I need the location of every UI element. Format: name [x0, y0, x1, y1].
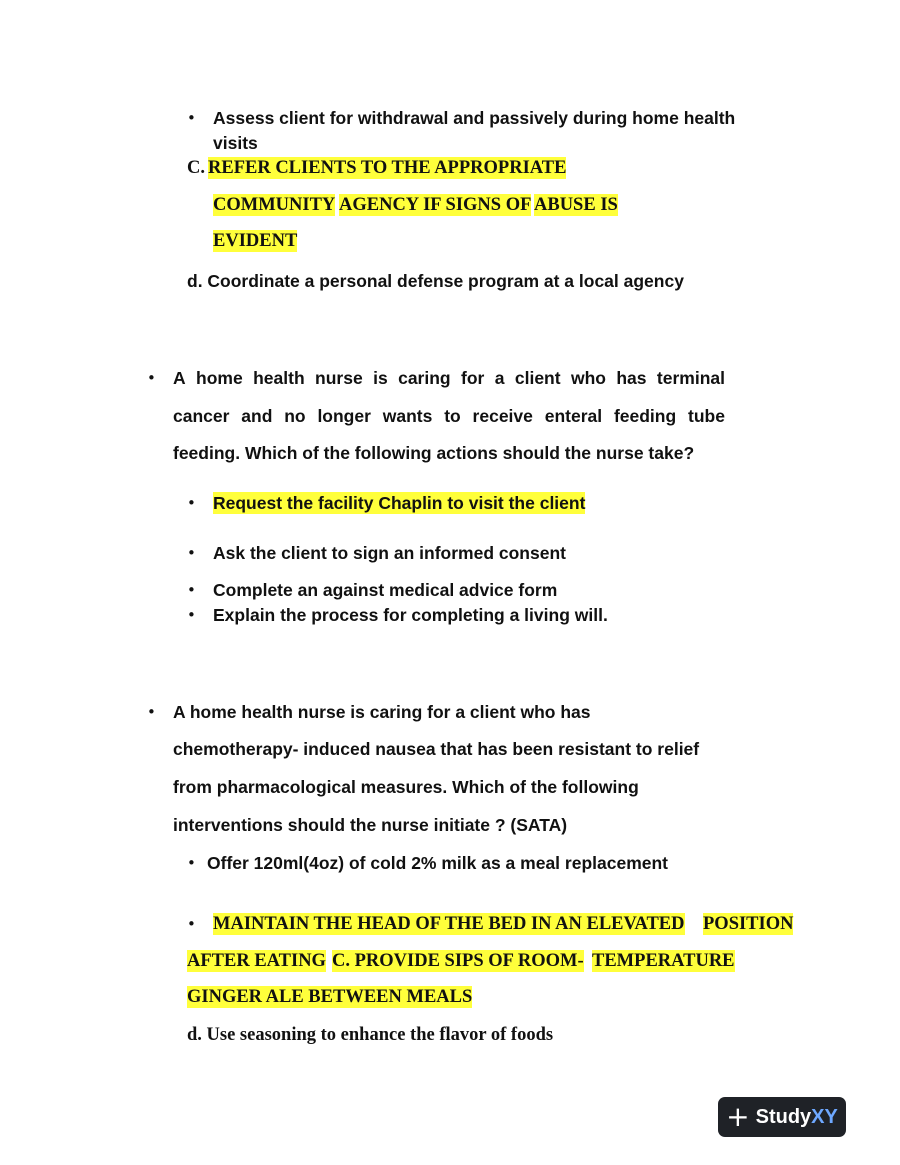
- highlighted-answer: C. PROVIDE SIPS OF ROOM-: [332, 951, 584, 971]
- stem-word: a: [494, 368, 505, 388]
- bullet-icon: •: [187, 915, 196, 933]
- question-stem-line: [173, 367, 725, 389]
- highlighted-answer: ABUSE IS: [534, 195, 618, 215]
- stem-word: is: [373, 368, 388, 388]
- option-text: Offer 120ml(4oz) of cold 2% milk as a meal replacement: [207, 853, 669, 873]
- stem-word: who: [570, 368, 606, 388]
- bullet-icon: •: [147, 703, 156, 721]
- stem-word: caring: [398, 368, 451, 388]
- stem-word: to: [444, 406, 461, 426]
- studyxy-logo[interactable]: [718, 1097, 846, 1137]
- stem-word: cancer: [173, 406, 230, 426]
- bullet-icon: •: [187, 606, 196, 624]
- question-stem-line: feeding. Which of the following actions should the nurse take?: [173, 443, 695, 463]
- highlighted-answer: EVIDENT: [213, 231, 298, 251]
- logo-text-xy: XY: [811, 1105, 838, 1128]
- plus-icon: +: [726, 1100, 750, 1133]
- stem-word: client: [514, 368, 561, 388]
- stem-word: and: [241, 406, 273, 426]
- bullet-icon: •: [187, 109, 196, 127]
- question-stem-line: interventions should the nurse initiate ? (SATA): [173, 815, 568, 835]
- stem-word: longer: [317, 406, 371, 426]
- stem-word: terminal: [656, 368, 725, 388]
- option-text: d. Use seasoning to enhance the flavor of foods: [187, 1025, 554, 1045]
- stem-word: receive: [472, 406, 533, 426]
- highlighted-answer: POSITION: [703, 914, 794, 934]
- stem-word: enteral: [544, 406, 603, 426]
- highlighted-answer: GINGER ALE BETWEEN MEALS: [187, 987, 473, 1007]
- stem-word: A: [173, 368, 186, 388]
- highlighted-answer: AFTER EATING: [187, 951, 326, 971]
- question-stem-line: [173, 405, 725, 427]
- bullet-icon: •: [187, 581, 196, 599]
- stem-word: nurse: [315, 368, 363, 388]
- bullet-icon: •: [187, 854, 196, 872]
- logo-text: [756, 1106, 838, 1129]
- stem-word: for: [461, 368, 485, 388]
- option-text: Complete an against medical advice form: [213, 580, 558, 600]
- highlighted-answer: COMMUNITY: [213, 195, 336, 215]
- option-text: Ask the client to sign an informed consent: [213, 543, 566, 563]
- stem-word: tube: [688, 406, 725, 426]
- stem-word: wants: [382, 406, 433, 426]
- stem-word: home: [196, 368, 243, 388]
- option-text: Explain the process for completing a living will.: [213, 605, 608, 625]
- stem-word: health: [253, 368, 305, 388]
- logo-text-study: Study: [755, 1105, 812, 1128]
- highlighted-answer: TEMPERATURE: [592, 951, 735, 971]
- highlighted-answer: MAINTAIN THE HEAD OF THE BED IN AN ELEVATED: [213, 914, 685, 934]
- question-stem-line: A home health nurse is caring for a client who has: [173, 702, 591, 722]
- highlighted-answer: Request the facility Chaplin to visit the client: [213, 493, 586, 513]
- option-text: Assess client for withdrawal and passively during home health: [213, 108, 736, 128]
- stem-word: feeding: [613, 406, 677, 426]
- highlighted-answer: AGENCY IF SIGNS OF: [339, 195, 532, 215]
- bullet-icon: •: [187, 494, 196, 512]
- question-stem-line: chemotherapy- induced nausea that has been resistant to relief: [173, 739, 700, 759]
- option-text-continued: visits: [213, 133, 258, 153]
- bullet-icon: •: [147, 369, 156, 387]
- bullet-icon: •: [187, 544, 196, 562]
- option-text: d. Coordinate a personal defense program at a local agency: [187, 271, 684, 291]
- stem-word: has: [616, 368, 647, 388]
- stem-word: no: [284, 406, 306, 426]
- question-stem-line: from pharmacological measures. Which of the following: [173, 777, 639, 797]
- highlighted-answer: REFER CLIENTS TO THE APPROPRIATE: [208, 158, 567, 178]
- option-letter: C.: [187, 158, 205, 178]
